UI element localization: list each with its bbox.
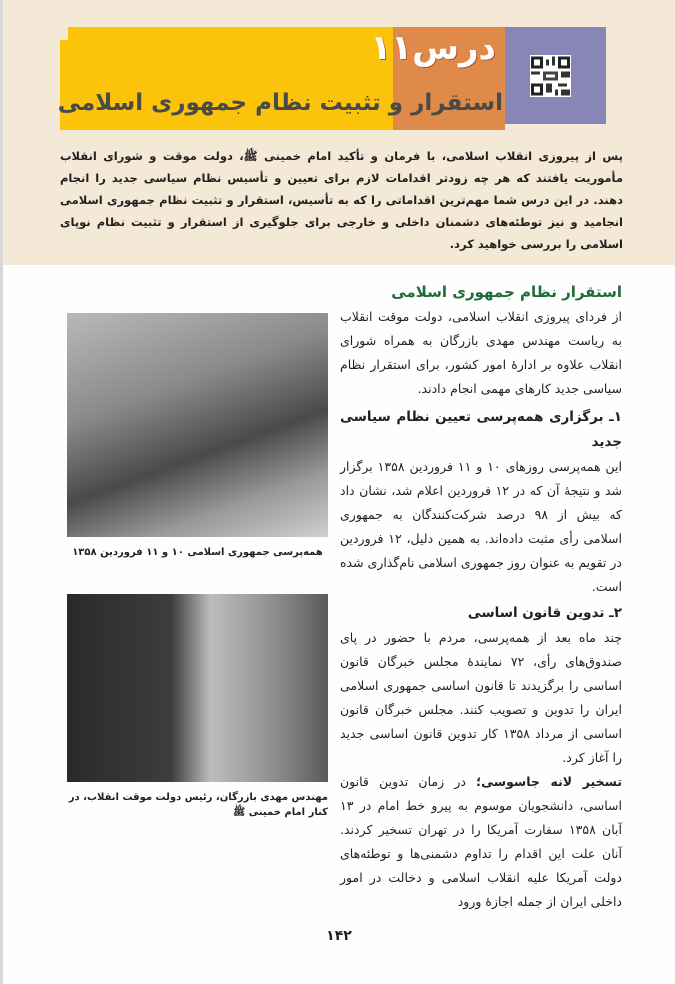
qr-code-icon[interactable] bbox=[530, 55, 571, 97]
subheading-constitution: ۲ـ تدوین قانون اساسی bbox=[467, 605, 622, 621]
main-text-column bbox=[340, 279, 622, 914]
intro-paragraph: پس از پیروزی انقلاب اسلامی، با فرمان و تأکید امام خمینی ﷺ، دولت موقت و شورای انقلاب مأموریت یافتند که هر چه زودتر اقدامات لازم برای تعیین و تأسیس نظام سیاسی جدید را انجام دهند. در این درس شما مهم‌ترین اقداماتی را که به تأسیس، استقرار و تثبیت نظام جمهوری اسلامی انجامید و نیز توطئه‌های دشمنان داخلی و خارجی برای جلوگیری از استقرار و تثبیت نظام نوپای اسلامی را بررسی خواهید کرد. bbox=[60, 149, 623, 251]
referendum-photo bbox=[67, 313, 328, 537]
bazargan-khomeini-photo bbox=[67, 594, 328, 782]
photo2-caption: مهندس مهدی بازرگان، رئیس دولت موقت انقلاب، در کنار امام خمینی ﷺ bbox=[68, 792, 328, 818]
embassy-text: در زمان تدوین قانون اساسی، دانشجویان موسوم به پیرو خط امام در ۱۳ آبان ۱۳۵۸ سفارت آمریکا را در تهران تسخیر کردند. آنان علت این اقدام را تداوم دشمنی‌ها و توطئه‌های دولت آمریکا علیه انقلاب اسلامی و دخالت در امور داخلی ایران از جمله اجازهٔ ورود bbox=[340, 774, 622, 909]
subheading-referendum: ۱ـ برگزاری همه‌پرسی تعیین نظام سیاسی جدید bbox=[340, 409, 622, 450]
main-content bbox=[3, 265, 675, 914]
referendum-paragraph: این همه‌پرسی روزهای ۱۰ و ۱۱ فروردین ۱۳۵۸ برگزار شد و نتیجهٔ آن که در ۱۲ فروردین اعلام شد، نشان داد که بیش از ۹۸ درصد شرکت‌کنندگان به جمهوری اسلامی رأی مثبت داده‌اند. به همین دلیل، ۱۲ فروردین در تقویم به عنوان روز جمهوری اسلامی نام‌گذاری شده است. bbox=[339, 459, 622, 594]
section-heading: استقرار نظام جمهوری اسلامی bbox=[391, 283, 622, 301]
page-number: ۱۴۲ bbox=[326, 928, 352, 944]
photo-column bbox=[67, 313, 328, 820]
constitution-paragraph: چند ماه بعد از همه‌پرسی، مردم با حضور در پای صندوق‌های رأی، ۷۲ نمایندهٔ مجلس خبرگان قانون اساسی را برگزیدند تا قانون اساسی جمهوری اسلامی ایران را تدوین و تصویب کنند. مجلس خبرگان قانون اساسی از مرداد ۱۳۵۸ کار تدوین قانون اساسی جدید را آغاز کرد. bbox=[340, 630, 622, 765]
section-paragraph: از فردای پیروزی انقلاب اسلامی، دولت موقت انقلاب به ریاست مهندس مهدی بازرگان به همراه شورای انقلاب علاوه بر ادارهٔ امور کشور، برای استقرار نظام سیاسی جدید کارهای مهمی انجام دادند. bbox=[340, 309, 622, 396]
embassy-paragraph bbox=[340, 770, 622, 914]
embassy-lead: تسخیر لانه جاسوسی؛ bbox=[476, 774, 622, 789]
page-title: استقرار و تثبیت نظام جمهوری اسلامی bbox=[57, 90, 503, 116]
lesson-number: درس۱۱ bbox=[370, 28, 496, 68]
photo1-caption: همه‌پرسی جمهوری اسلامی ۱۰ و ۱۱ فروردین ۱۳۵۸ bbox=[72, 547, 323, 558]
intro-band bbox=[3, 0, 675, 265]
